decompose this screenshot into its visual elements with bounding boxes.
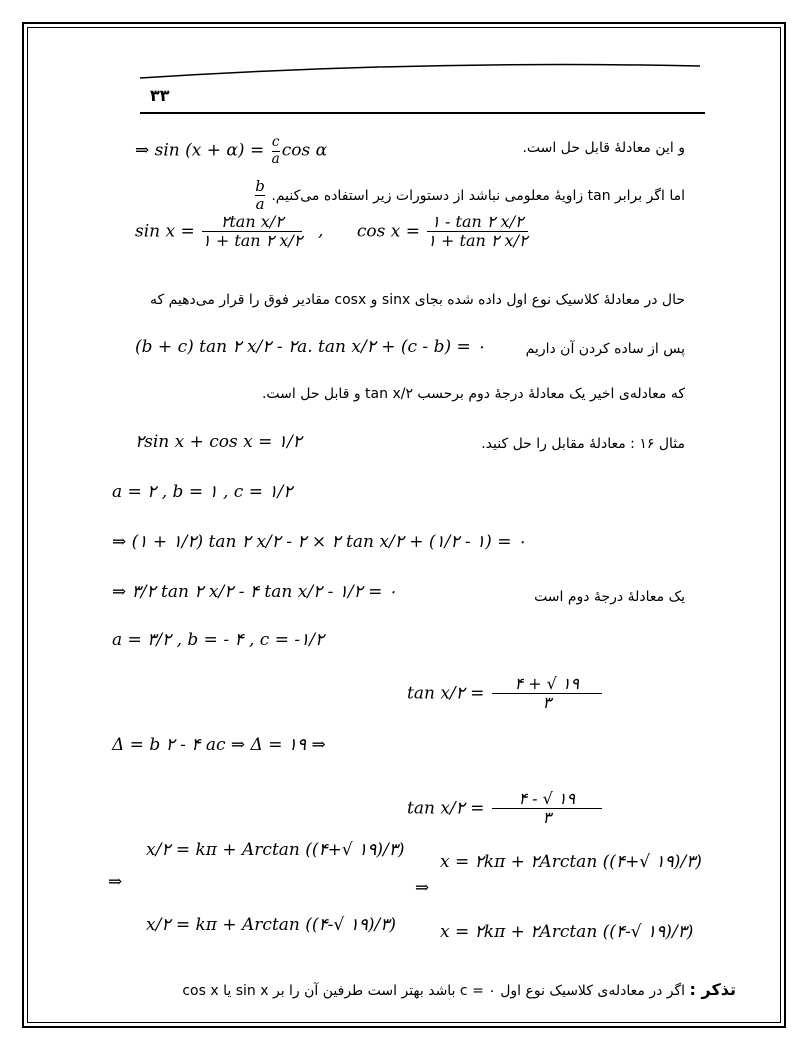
example-text: مثال ۱۶ : معادلهٔ مقابل را حل کنید. bbox=[481, 436, 685, 452]
line1-text: و این معادلهٔ قابل حل است. bbox=[522, 140, 685, 156]
coefficients-1: a = ۲ , b = ۱ , c = ۱/۲ bbox=[112, 482, 293, 502]
solution-left-2: x/۲ = kπ + Arctan ((۴-√ ۱۹)/۳) bbox=[146, 915, 397, 935]
header-rule-top bbox=[0, 0, 808, 120]
inner-frame bbox=[27, 27, 781, 1023]
step-2-text: یک معادلهٔ درجهٔ دوم است bbox=[534, 589, 685, 605]
solution-right-1: x = ۲kπ + ۲Arctan ((۴+√ ۱۹)/۳) bbox=[440, 852, 702, 872]
delta-line: Δ = b ۲ - ۴ ac ⇒ Δ = ۱۹ ⇒ bbox=[112, 735, 326, 755]
root-2: tan x/۲ = $\frac{۴ - √ ۱۹}{۳}$ bbox=[407, 790, 604, 828]
note-text: اگر در معادله‌ی کلاسیک نوع اول c = ۰ باشد بهتر است طرفین آن را بر sin x یا cos x bbox=[182, 983, 686, 999]
step-2-math: ⇒ ۳/۲ tan ۲ x/۲ - ۴ tan x/۲ - ۱/۲ = ۰ bbox=[112, 582, 397, 602]
line4-text: پس از ساده کردن آن داریم bbox=[525, 341, 685, 357]
example-math: ۲sin x + cos x = ۱/۲ bbox=[135, 432, 302, 452]
line5-text: که معادله‌ی اخیر یک معادلهٔ درجهٔ دوم برحسب tan x/۲ و قابل حل است. bbox=[261, 386, 685, 402]
root-1: tan x/۲ = $\frac{۴ + √ ۱۹}{۳}$ bbox=[407, 675, 604, 713]
line3-text: حال در معادلهٔ کلاسیک نوع اول داده شده بجای sinx و cosx مقادیر فوق را قرار می‌دهیم که bbox=[149, 292, 685, 308]
coefficients-2: a = ۳/۲ , b = - ۴ , c = -۱/۲ bbox=[112, 630, 325, 650]
note-line bbox=[182, 980, 736, 999]
line4-math: (b + c) tan ۲ x/۲ - ۲a. tan x/۲ + (c - b) = ۰ bbox=[135, 337, 486, 357]
step-1: ⇒ (۱ + ۱/۲) tan ۲ x/۲ - ۲ × ۲ tan x/۲ + (۱/۲ - ۱) = ۰ bbox=[112, 532, 526, 552]
formula-cos: , cos x = $\frac{۱ - \tan ۲ x/۲}{۱ + \tan ۲ x/۲}$ bbox=[318, 212, 528, 251]
page-number: ۳۳ bbox=[150, 86, 170, 105]
note-label: تذکر : bbox=[689, 980, 736, 999]
formula-sin: sin x = $\frac{\text{۲tan x/۲}}{۱ + \tan ۲ x/۲}$ bbox=[135, 212, 303, 251]
solution-right-2: x = ۲kπ + ۲Arctan ((۴-√ ۱۹)/۳) bbox=[440, 922, 694, 942]
solution-left-1: x/۲ = kπ + Arctan ((۴+√ ۱۹)/۳) bbox=[146, 840, 405, 860]
solutions-right-arrow: ⇒ bbox=[415, 878, 430, 898]
solutions-left-arrow: ⇒ bbox=[108, 872, 123, 892]
line2-text: اما اگر برابر tan زاویهٔ معلومی نباشد از دستورات زیر استفاده می‌کنیم. $\frac{b}{a}$ bbox=[255, 177, 685, 214]
line1-math: ⇒ sin (x + α) = $\frac{c}{a}$ cos α bbox=[135, 134, 328, 167]
